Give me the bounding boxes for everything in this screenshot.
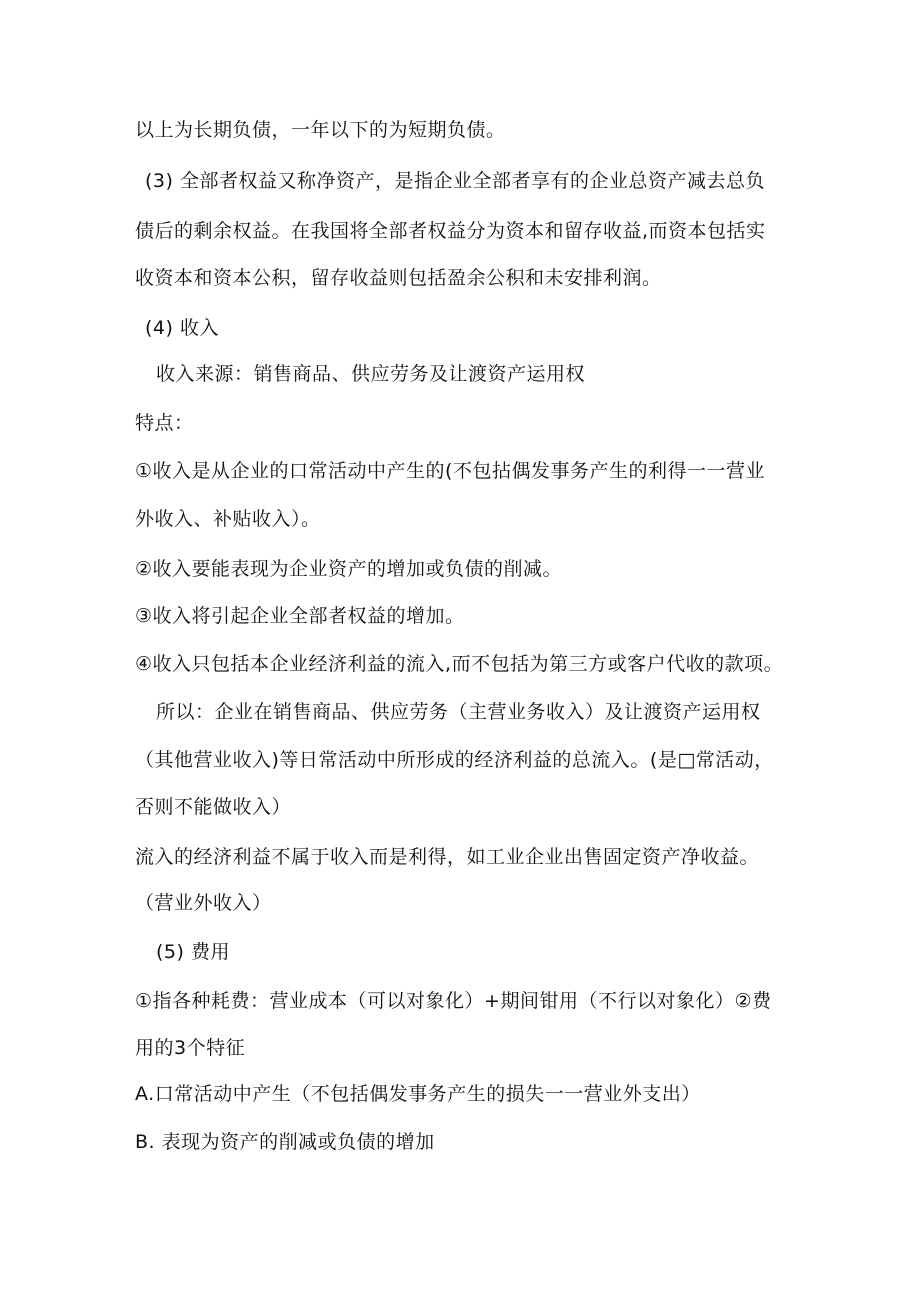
text-line: 债后的剩余权益。在我国将全部者权益分为资本和留存收益,而资本包括实 xyxy=(135,220,766,242)
text-line: ①收入是从企业的口常活动中产生的(不包拈偶发事务产生的利得一一营业 xyxy=(135,460,765,482)
text-line: 外收入、补贴收入）。 xyxy=(135,508,321,530)
text-line: ②收入要能表现为企业资产的增加或负债的削减。 xyxy=(135,558,563,580)
text-line: ①指各种耗费：营业成本（可以对象化）+期间钳用（不行以对象化）②费 xyxy=(135,990,772,1012)
text-line: (5) 费用 xyxy=(156,941,230,963)
text-line: A.口常活动中产生（不包括偶发事务产生的损失一一营业外支出） xyxy=(135,1083,701,1105)
text-line: 特点： xyxy=(135,412,194,434)
text-line: （其他营业收入)等日常活动中所形成的经济利益的总流入。(是□常活动， xyxy=(135,749,774,771)
text-line: ③收入将引起企业全部者权益的增加。 xyxy=(135,605,465,627)
text-line: B. 表现为资产的削减或负债的增加 xyxy=(135,1131,435,1153)
text-line: 以上为长期负债，一年以下的为短期负债。 xyxy=(135,119,506,141)
text-line: 收入来源：销售商品、供应劳务及让渡资产运用权 xyxy=(156,363,586,385)
text-line: 用的3个特征 xyxy=(135,1037,246,1059)
text-line: 收资本和资本公积，留存收益则包括盈余公积和未安排利润。 xyxy=(135,267,662,289)
text-line: (4) 收入 xyxy=(145,317,219,339)
text-line: 所以：企业在销售商品、供应劳务（主营业务收入）及让渡资产运用权 xyxy=(156,701,761,723)
text-line: (3) 全部者权益又称净资产，是指企业全部者享有的企业总资产减去总负 xyxy=(145,170,765,192)
text-line: ④收入只包括本企业经济利益的流入,而不包括为第三方或客户代收的款项。 xyxy=(135,653,784,675)
text-line: 否则不能做收入） xyxy=(135,796,292,818)
text-line: （营业外收入） xyxy=(135,892,272,914)
text-line: 流入的经济利益不属于收入而是利得，如工业企业出售固定资产净收益。 xyxy=(135,846,760,868)
